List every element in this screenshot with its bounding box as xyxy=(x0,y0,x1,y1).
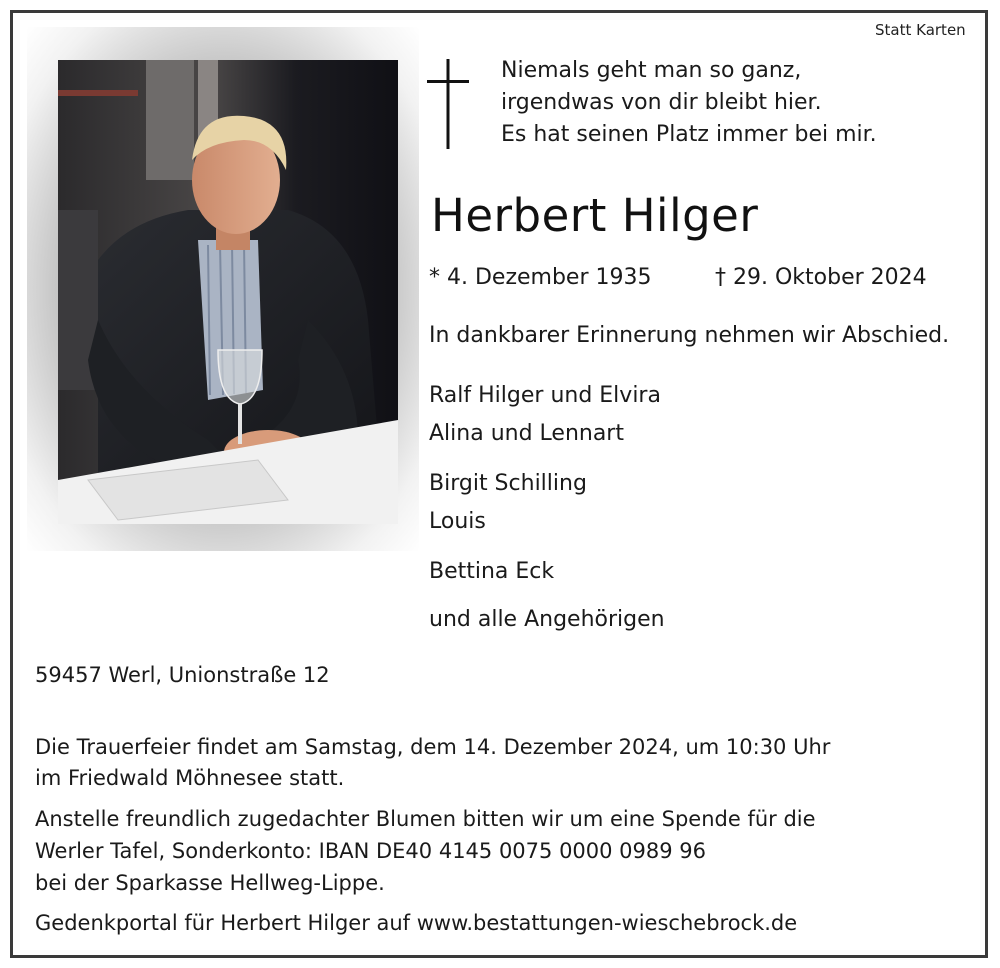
ceremony-line-2: im Friedwald Möhnesee statt. xyxy=(35,766,345,790)
family-line-6: und alle Angehörigen xyxy=(429,607,665,632)
donation-line-2: Werler Tafel, Sonderkonto: IBAN DE40 4145 0075 0000 0989 96 xyxy=(35,839,707,863)
poem-line-2: irgendwas von dir bleibt hier. xyxy=(501,90,822,115)
memorial-portal-link[interactable]: Gedenkportal für Herbert Hilger auf www.bestattungen-wieschebrock.de xyxy=(35,911,798,935)
birth-date: * 4. Dezember 1935 xyxy=(429,265,652,290)
address: 59457 Werl, Unionstraße 12 xyxy=(35,663,330,687)
obituary-card xyxy=(10,10,988,958)
death-date: † 29. Oktober 2024 xyxy=(715,265,927,290)
poem-line-1: Niemals geht man so ganz, xyxy=(501,58,802,83)
portrait-photo xyxy=(58,60,398,524)
farewell-text: In dankbarer Erinnerung nehmen wir Abschied. xyxy=(429,323,950,348)
donation-line-1: Anstelle freundlich zugedachter Blumen bitten wir um eine Spende für die xyxy=(35,807,816,831)
family-line-2: Alina und Lennart xyxy=(429,421,624,446)
deceased-name: Herbert Hilger xyxy=(431,189,759,242)
family-line-3: Birgit Schilling xyxy=(429,471,587,496)
donation-line-3: bei der Sparkasse Hellweg-Lippe. xyxy=(35,871,385,895)
photo-vignette xyxy=(27,27,419,551)
statt-karten-note: Statt Karten xyxy=(875,21,966,39)
poem-line-3: Es hat seinen Platz immer bei mir. xyxy=(501,122,877,147)
family-line-4: Louis xyxy=(429,509,486,534)
family-line-5: Bettina Eck xyxy=(429,559,555,584)
ceremony-line-1: Die Trauerfeier findet am Samstag, dem 14. Dezember 2024, um 10:30 Uhr xyxy=(35,735,831,759)
family-line-1: Ralf Hilger und Elvira xyxy=(429,383,661,408)
cross-icon xyxy=(427,59,469,149)
